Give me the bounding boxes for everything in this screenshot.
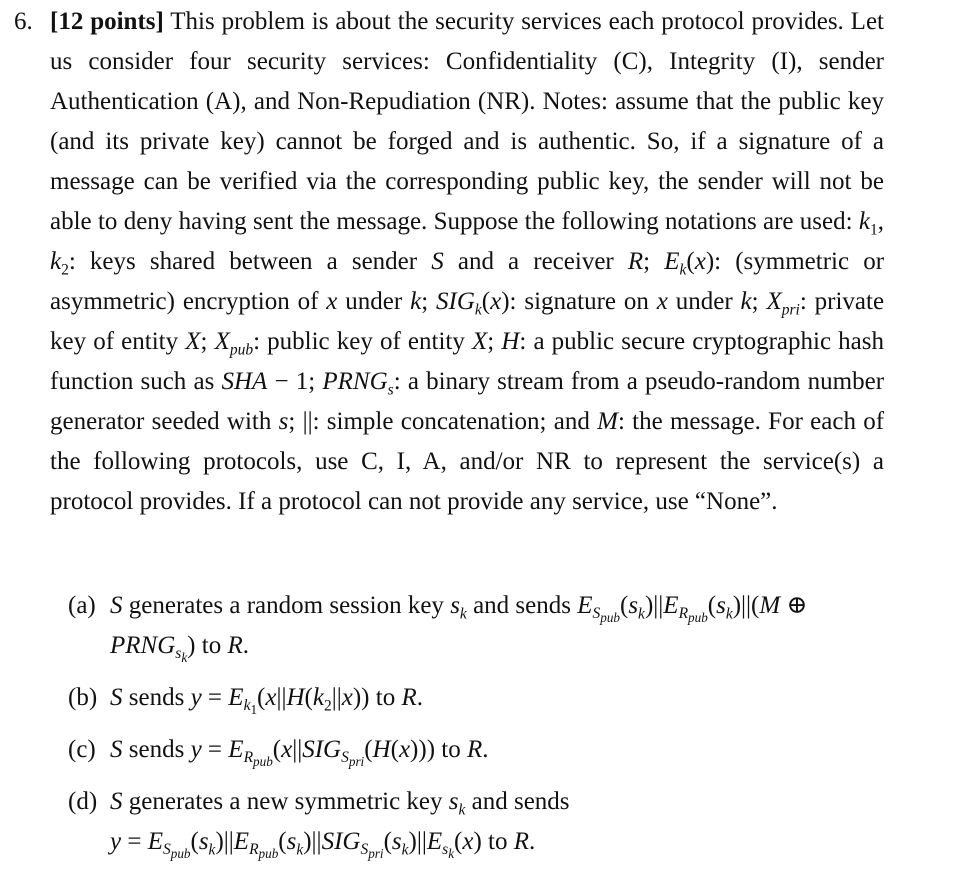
part-label: (d) xyxy=(68,788,98,815)
problem-statement: [12 points] This problem is about the security services each protocol provides. Let us consider four security services: Confidentiality (C), Integrity (I), sender Authentication (A), and Non-Repudiation (NR). Notes: assume that the public key (and its private key) cannot be forged and is authentic. So, if a signature of a message can be verified via the corresponding public key, the sender will not be able to deny having sent the message. Suppose the following notations are used: $k_1$, $k_2$: keys shared between a sender S and a receiver R; $E_k(x)$: (symmetric or asymmetric) encryption of x under k; $SIG_k(x)$: signature on x under k; $X_{pri}$: private key of entity X; $X_{pub}$: public key of entity X; H: a public secure cryptographic hash function such as SHA − 1; $PRNG_s$: a binary stream from a pseudo-random number generator seeded with s; ||: simple concatenation; and M: the message. For each of the following protocols, use C, I, A, and/or NR to represent the service(s) a protocol provides. If a protocol can not provide any service, use “None”. xyxy=(50,8,885,515)
problem-instruction: For each of the following protocols, use C, I, A, and/or NR to represent the service(s) a protocol provides. If a protocol can not provide any service, use “None”. xyxy=(50,408,885,515)
part-a: (a) S generates a random session key $s_k$ and sends $E_{S_{pub}}(s_k)||E_{R_{pub}}(s_k)||(M$ ⊕ $PRNG_{s_k}$) to R. xyxy=(68,586,928,666)
part-label: (a) xyxy=(68,592,96,619)
part-c-text-3: to xyxy=(441,736,461,763)
notation-pri: private key of entity xyxy=(50,288,885,355)
part-a-text-2: and sends xyxy=(473,592,571,619)
notation-hash: a public secure cryptographic hash function such as xyxy=(50,328,884,395)
part-c: (c) S sends $y = E_{R_{pub}}(x||SIG_{S_{pri}}(H(x)))$ to R. xyxy=(68,730,928,770)
part-a-text-3: to xyxy=(201,632,222,659)
part-d-text-2: and sends xyxy=(471,788,570,815)
notation-prng: a binary stream from a pseudo-random number generator seeded with xyxy=(50,368,885,435)
problem-points: [12 points] xyxy=(50,8,164,35)
part-c-text-1: sends xyxy=(128,736,185,763)
problem-number: 6. xyxy=(14,8,33,35)
notation-under-1: under xyxy=(345,288,403,315)
notation-under-2: under xyxy=(675,288,733,315)
protocol-list xyxy=(68,586,928,874)
part-a-text-1: generates a random session key xyxy=(128,592,444,619)
part-label: (c) xyxy=(68,736,96,763)
notation-receiver: and a receiver xyxy=(457,248,614,275)
problem-intro: This problem is about the security services each protocol provides. Let us consider four security services: Confidentiality (C), Integrity (I), sender Authentication (A), and Non-Repudiation (NR). Notes: assume that the public key (and its private key) cannot be forged and is authentic. So, if a signature of a message can be verified via the corresponding public key, the sender will not be able to deny having sent the message. Suppose the following notations are used: xyxy=(50,8,884,235)
notation-sig: signature on xyxy=(524,288,649,315)
notation-concat: simple concatenation; and xyxy=(326,408,590,435)
notation-enc: (symmetric or asymmetric) encryption of xyxy=(50,248,885,315)
part-b-text-1: sends xyxy=(128,684,185,711)
notation-msg: the message. xyxy=(632,408,761,435)
notation-pub: public key of entity xyxy=(267,328,465,355)
notation-keys: keys shared between a sender xyxy=(89,248,418,275)
part-label: (b) xyxy=(68,684,98,711)
part-d: (d) S generates a new symmetric key $s_k$ and sends $y = E_{S_{pub}}(s_k)||E_{R_{pub}}(s_k)||SIG_{S_{pri}}(s_k)||E_{s_k}(x)$ to R. xyxy=(68,782,928,862)
part-d-text-1: generates a new symmetric key xyxy=(128,788,443,815)
part-d-text-3: to xyxy=(488,828,508,855)
part-b: (b) S sends $y = E_{k_1}(x||H(k_2||x))$ to R. xyxy=(68,678,928,718)
part-b-text-3: to xyxy=(375,684,396,711)
